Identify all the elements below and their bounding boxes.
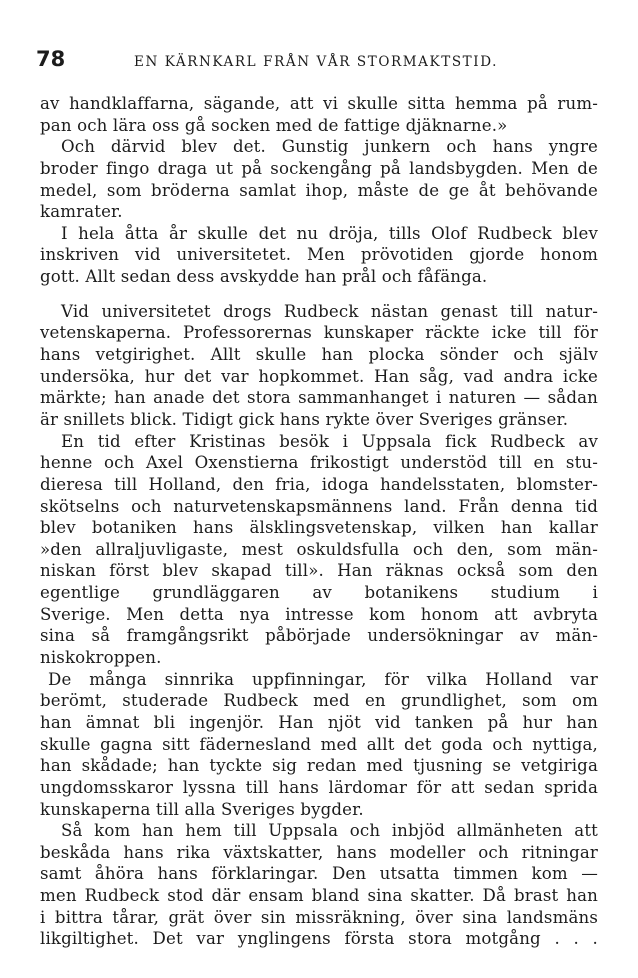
text-line: Sverige. Men detta nya intresse kom honom att avbryta (40, 604, 598, 624)
text-line: samt åhöra hans förklaringar. Den utsatta timmen kom — (40, 864, 598, 884)
text-line: »den allraljuvligaste, mest oskuldsfulla och den, som män- (40, 539, 598, 559)
text-line: märkte; han anade det stora sammanhanget i naturen — sådan (40, 388, 598, 408)
running-head: EN KÄRNKARL FRÅN VÅR STORMAKTSTID. (134, 54, 499, 70)
text-line: men Rudbeck stod där ensam bland sina skatter. Då brast han (40, 886, 598, 906)
body-text (40, 93, 598, 950)
text-section-1 (40, 93, 598, 288)
text-line: beskåda hans rika växtskatter, hans modeller och ritningar (40, 842, 598, 862)
text-line: skulle gagna sitt fädernesland med allt det goda och nyttiga, (40, 734, 598, 754)
text-line: Och därvid blev det. Gunstig junkern och hans yngre (61, 137, 598, 157)
text-line: han skådade; han tyckte sig redan med tjusning se vetgiriga (40, 756, 598, 776)
text-line: henne och Axel Oxenstierna frikostigt understöd till en stu- (40, 453, 598, 473)
text-line: vetenskaperna. Professorernas kunskaper räckte icke till för (40, 323, 598, 343)
text-line: i bittra tårar, grät över sin missräkning, över sina landsmäns (40, 907, 598, 927)
text-line: blev botaniken hans älsklingsvetenskap, vilken han kallar (40, 518, 598, 538)
page-number: 78 (36, 47, 66, 71)
text-line: I hela åtta år skulle det nu dröja, tills Olof Rudbeck blev (61, 223, 598, 243)
text-line: likgiltighet. Det var ynglingens första stora motgång . . . (40, 929, 598, 949)
text-line: inskriven vid universitetet. Men prövotiden gjorde honom (40, 245, 598, 265)
text-line: kamrater. (40, 202, 123, 222)
text-line: gott. Allt sedan dess avskydde han prål och fåfänga. (40, 267, 488, 287)
text-line: han ämnat bli ingenjör. Han njöt vid tanken på hur han (40, 712, 598, 732)
text-line: Så kom han hem till Uppsala och inbjöd allmänheten att (61, 821, 598, 841)
text-line: broder fingo draga ut på sockengång på landsbygden. Men de (40, 158, 598, 178)
text-line: berömt, studerade Rudbeck med en grundlighet, som om (40, 691, 598, 711)
text-line: pan och lära oss gå socken med de fattige djäknarne.» (40, 115, 508, 135)
text-section-2 (40, 301, 598, 950)
text-line: egentlige grundläggaren av botanikens studium i (40, 583, 598, 603)
text-line: niskokroppen. (40, 648, 162, 668)
text-line: är snillets blick. Tidigt gick hans rykte över Sveriges gränser. (40, 409, 569, 429)
text-line: medel, som bröderna samlat ihop, måste de ge åt behövande (40, 180, 598, 200)
page-header (36, 44, 596, 74)
text-line: dieresa till Holland, den fria, idoga handelsstaten, blomster- (40, 474, 598, 494)
text-line: av handklaffarna, sägande, att vi skulle sitta hemma på rum- (40, 94, 598, 113)
text-line: Vid universitetet drogs Rudbeck nästan genast till natur- (61, 301, 598, 321)
text-line: kunskaperna till alla Sveriges bygder. (40, 799, 364, 819)
text-line: En tid efter Kristinas besök i Uppsala fick Rudbeck av (61, 431, 598, 451)
text-line: undersöka, hur det var hopkommet. Han såg, vad andra icke (40, 366, 598, 386)
text-line: sina så framgångsrikt påbörjade undersökningar av män- (40, 626, 598, 646)
text-line: niskan först blev skapad till». Han räknas också som den (40, 561, 598, 581)
text-line: ungdomsskaror lyssna till hans lärdomar för att sedan sprida (40, 777, 598, 797)
text-line: hans vetgirighet. Allt skulle han plocka sönder och själv (40, 345, 598, 365)
text-line: skötselns och naturvetenskapsmännens land. Från denna tid (40, 496, 598, 516)
text-line: De många sinnrika uppfinningar, för vilka Holland var (48, 669, 598, 689)
